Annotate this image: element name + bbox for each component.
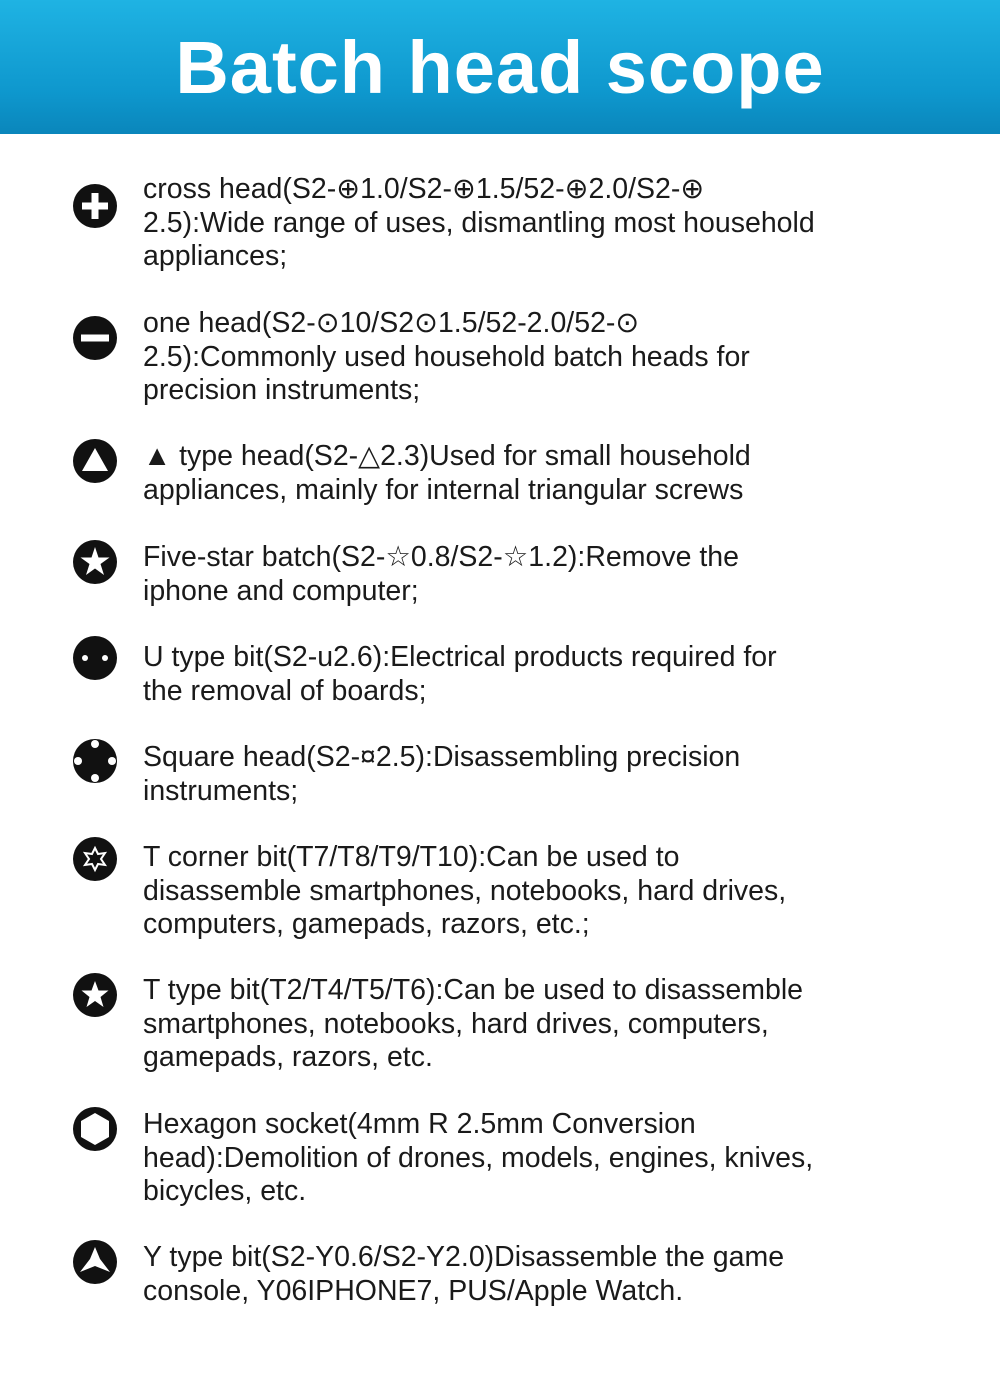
page-title: Batch head scope: [175, 25, 825, 109]
item-text: Hexagon socket(4mm R 2.5mm Conversion head):Demolition of drones, models, engines, knives, bicycles, etc.: [143, 1108, 814, 1207]
square-head-icon: [72, 738, 118, 784]
item-text: ▲ type head(S2-△2.3)Used for small household appliances, mainly for internal triangular screws: [143, 440, 751, 506]
cross-head-icon: [72, 183, 118, 229]
t-corner-bit-icon: [72, 836, 118, 882]
item-text: T type bit(T2/T4/T5/T6):Can be used to disassemble smartphones, notebooks, hard drives, computers, gamepads, razors, etc.: [143, 974, 804, 1073]
five-star-icon: [72, 539, 118, 585]
item-text: Y type bit(S2-Y0.6/S2-Y2.0)Disassemble the game console, Y06IPHONE7, PUS/Apple Watch.: [143, 1241, 785, 1307]
item-text: Square head(S2-¤2.5):Disassembling precision instruments;: [143, 741, 741, 807]
t-type-bit-icon: [72, 972, 118, 1018]
one-head-icon: [72, 315, 118, 361]
item-text: cross head(S2-⊕1.0/S2-⊕1.5/52-⊕2.0/S2-⊕ 2.5):Wide range of uses, dismantling most household appliances;: [143, 173, 815, 272]
header-banner: [0, 0, 1000, 134]
hexagon-socket-icon: [72, 1106, 118, 1152]
item-text: U type bit(S2-u2.6):Electrical products required for the removal of boards;: [143, 641, 777, 707]
triangle-head-icon: [72, 438, 118, 484]
item-text: one head(S2-⊙10/S2⊙1.5/52-2.0/52-⊙ 2.5):Commonly used household batch heads for precision instruments;: [143, 307, 750, 406]
item-text: Five-star batch(S2-☆0.8/S2-☆1.2):Remove the iphone and computer;: [143, 541, 739, 607]
item-text: T corner bit(T7/T8/T9/T10):Can be used to disassemble smartphones, notebooks, hard drives, computers, gamepads, razors, etc.;: [143, 841, 787, 940]
y-type-bit-icon: [72, 1239, 118, 1285]
u-type-bit-icon: [72, 635, 118, 681]
